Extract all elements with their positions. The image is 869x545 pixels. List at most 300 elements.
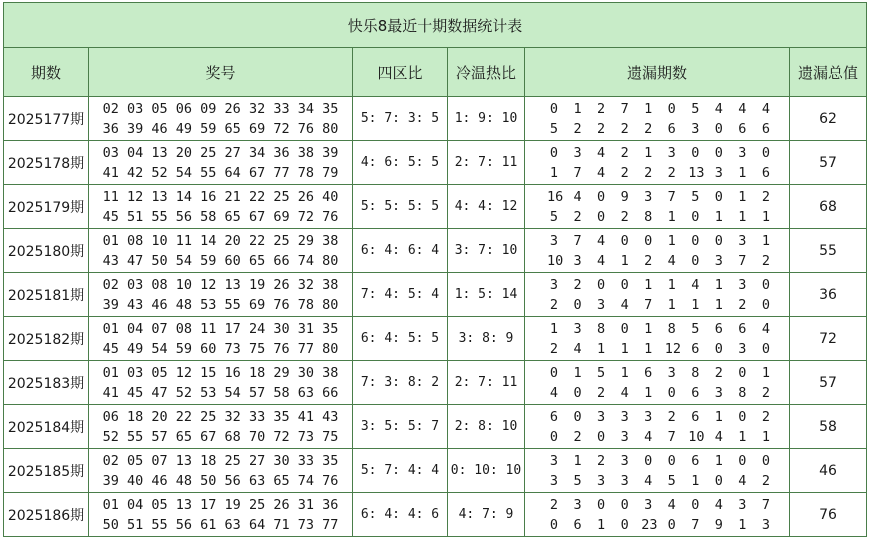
miss-value: 0	[714, 472, 723, 489]
miss-value: 1	[597, 340, 606, 357]
miss-value: 6	[691, 384, 700, 401]
miss-value: 2	[597, 100, 606, 117]
miss-line-2	[525, 207, 789, 227]
miss-value: 0	[738, 452, 747, 469]
miss-periods-cell	[525, 97, 790, 141]
miss-value: 2	[573, 120, 582, 137]
temp-ratio-cell: 3: 8: 9	[448, 317, 525, 361]
zone-ratio-cell: 5: 7: 4: 4	[353, 449, 448, 493]
miss-value: 6	[738, 120, 747, 137]
miss-value: 0	[667, 452, 676, 469]
miss-value: 3	[667, 364, 676, 381]
miss-value: 9	[714, 516, 723, 533]
miss-value: 0	[644, 452, 653, 469]
miss-value: 6	[644, 364, 653, 381]
miss-value: 5	[549, 120, 559, 137]
numbers-line-2: 39 40 46 48 50 56 63 65 74 76	[102, 472, 339, 489]
miss-value: 1	[691, 472, 700, 489]
numbers-line-1: 02 03 05 06 09 26 32 33 34 35	[102, 100, 339, 117]
zone-ratio-cell: 3: 5: 5: 7	[353, 405, 448, 449]
miss-value: 0	[549, 100, 559, 117]
miss-value: 4	[597, 232, 606, 249]
temp-ratio-cell: 4: 4: 12	[448, 185, 525, 229]
table-row	[4, 273, 867, 317]
miss-value: 0	[714, 120, 723, 137]
miss-value: 1	[667, 276, 676, 293]
miss-value: 3	[620, 452, 629, 469]
temp-ratio-cell: 2: 7: 11	[448, 141, 525, 185]
miss-periods-cell	[525, 185, 790, 229]
numbers-line-2: 50 51 55 56 61 63 64 71 73 77	[102, 516, 339, 533]
miss-value: 4	[644, 428, 653, 445]
miss-value: 4	[761, 100, 770, 117]
miss-value: 4	[714, 496, 723, 513]
miss-value: 2	[549, 496, 559, 513]
miss-value: 3	[714, 252, 723, 269]
miss-value: 0	[597, 188, 606, 205]
miss-value: 0	[667, 100, 676, 117]
miss-value: 3	[644, 408, 653, 425]
numbers-cell	[89, 273, 353, 317]
numbers-cell	[89, 229, 353, 273]
miss-value: 0	[761, 276, 770, 293]
table-row	[4, 97, 867, 141]
miss-value: 8	[691, 364, 700, 381]
miss-value: 2	[738, 296, 747, 313]
miss-value: 4	[597, 252, 606, 269]
miss-periods-cell	[525, 361, 790, 405]
miss-value: 4	[761, 320, 770, 337]
miss-value: 1	[738, 164, 747, 181]
miss-value: 0	[549, 428, 559, 445]
miss-value: 3	[620, 428, 629, 445]
lottery-stats-table	[3, 2, 867, 537]
miss-value: 1	[714, 208, 723, 225]
miss-value: 2	[597, 120, 606, 137]
miss-value: 1	[691, 296, 700, 313]
miss-value: 0	[549, 144, 559, 161]
table-row	[4, 317, 867, 361]
miss-value: 0	[644, 232, 653, 249]
miss-line-2	[525, 163, 789, 183]
miss-value: 3	[573, 144, 582, 161]
miss-value: 6	[761, 120, 770, 137]
miss-value: 3	[620, 408, 629, 425]
miss-value: 0	[667, 384, 676, 401]
miss-value: 4	[714, 428, 723, 445]
table-row	[4, 449, 867, 493]
numbers-line-1: 02 03 08 10 12 13 19 26 32 38	[102, 276, 339, 293]
miss-value: 0	[691, 496, 700, 513]
numbers-cell	[89, 361, 353, 405]
miss-value: 7	[691, 516, 700, 533]
miss-value: 7	[620, 100, 629, 117]
miss-value: 1	[714, 276, 723, 293]
period-cell: 2025185期	[4, 449, 89, 493]
temp-ratio-cell: 2: 7: 11	[448, 361, 525, 405]
miss-value: 7	[667, 188, 676, 205]
miss-value: 4	[620, 384, 629, 401]
miss-value: 1	[738, 516, 747, 533]
miss-value: 3	[597, 408, 606, 425]
miss-value: 0	[691, 232, 700, 249]
temp-ratio-cell: 1: 5: 14	[448, 273, 525, 317]
miss-value: 5	[597, 364, 606, 381]
miss-line-1	[525, 187, 789, 207]
miss-value: 3	[761, 516, 770, 533]
miss-value: 0	[597, 496, 606, 513]
miss-value: 3	[573, 252, 582, 269]
miss-value: 8	[667, 320, 676, 337]
miss-value: 6	[691, 408, 700, 425]
miss-value: 23	[641, 516, 658, 533]
miss-value: 8	[597, 320, 606, 337]
miss-value: 6	[691, 452, 700, 469]
miss-value: 6	[761, 164, 770, 181]
miss-value: 4	[644, 472, 653, 489]
miss-value: 3	[597, 296, 606, 313]
temp-ratio-cell: 3: 7: 10	[448, 229, 525, 273]
miss-value: 3	[573, 496, 582, 513]
period-cell: 2025180期	[4, 229, 89, 273]
miss-value: 2	[761, 472, 770, 489]
table-row	[4, 185, 867, 229]
miss-value: 1	[714, 452, 723, 469]
miss-value: 13	[688, 164, 705, 181]
miss-value: 2	[644, 164, 653, 181]
zone-ratio-cell: 5: 5: 5: 5	[353, 185, 448, 229]
miss-value: 2	[667, 164, 676, 181]
miss-line-2	[525, 251, 789, 271]
numbers-line-1: 11 12 13 14 16 21 22 25 26 40	[102, 188, 339, 205]
miss-value: 1	[738, 428, 747, 445]
period-cell: 2025182期	[4, 317, 89, 361]
miss-value: 3	[549, 276, 559, 293]
table-row	[4, 493, 867, 537]
miss-value: 4	[597, 144, 606, 161]
miss-value: 2	[761, 408, 770, 425]
miss-value: 9	[620, 188, 629, 205]
miss-line-2	[525, 383, 789, 403]
table-title: 快乐8最近十期数据统计表	[4, 3, 867, 48]
miss-value: 1	[714, 408, 723, 425]
miss-value: 1	[573, 100, 582, 117]
miss-value: 6	[573, 516, 582, 533]
miss-value: 0	[691, 252, 700, 269]
miss-value: 1	[667, 232, 676, 249]
miss-value: 2	[573, 208, 582, 225]
miss-value: 3	[714, 384, 723, 401]
miss-value: 1	[644, 340, 653, 357]
miss-value: 4	[691, 276, 700, 293]
numbers-cell	[89, 449, 353, 493]
miss-line-2	[525, 515, 789, 535]
miss-value: 2	[620, 144, 629, 161]
table-row	[4, 361, 867, 405]
miss-line-1	[525, 407, 789, 427]
header-miss-total: 遗漏总值	[790, 48, 867, 97]
miss-line-1	[525, 495, 789, 515]
miss-value: 0	[620, 496, 629, 513]
miss-value: 0	[714, 232, 723, 249]
miss-value: 0	[738, 364, 747, 381]
miss-value: 3	[549, 232, 559, 249]
miss-value: 3	[644, 496, 653, 513]
miss-value: 4	[667, 496, 676, 513]
miss-value: 0	[573, 296, 582, 313]
miss-value: 6	[667, 120, 676, 137]
miss-value: 2	[573, 428, 582, 445]
miss-value: 2	[644, 252, 653, 269]
numbers-line-1: 01 04 05 13 17 19 25 26 31 36	[102, 496, 339, 513]
miss-value: 0	[691, 144, 700, 161]
miss-value: 6	[549, 408, 559, 425]
miss-value: 0	[761, 452, 770, 469]
miss-value: 1	[667, 296, 676, 313]
numbers-line-1: 01 08 10 11 14 20 22 25 29 38	[102, 232, 339, 249]
miss-value: 2	[761, 384, 770, 401]
miss-value: 3	[644, 188, 653, 205]
temp-ratio-cell: 0: 10: 10	[448, 449, 525, 493]
miss-value: 1	[644, 320, 653, 337]
miss-value: 3	[549, 452, 559, 469]
miss-value: 0	[761, 296, 770, 313]
numbers-line-2: 43 47 50 54 59 60 65 66 74 80	[102, 252, 339, 269]
miss-value: 2	[667, 408, 676, 425]
miss-value: 0	[761, 340, 770, 357]
miss-value: 3	[738, 276, 747, 293]
miss-value: 0	[549, 364, 559, 381]
miss-value: 1	[738, 208, 747, 225]
miss-value: 7	[667, 428, 676, 445]
miss-value: 6	[691, 340, 700, 357]
zone-ratio-cell: 5: 7: 3: 5	[353, 97, 448, 141]
miss-value: 5	[691, 188, 700, 205]
miss-value: 2	[573, 276, 582, 293]
miss-value: 1	[644, 100, 653, 117]
miss-line-2	[525, 119, 789, 139]
zone-ratio-cell: 7: 4: 5: 4	[353, 273, 448, 317]
miss-value: 1	[620, 364, 629, 381]
miss-value: 3	[620, 472, 629, 489]
miss-periods-cell	[525, 229, 790, 273]
numbers-line-1: 01 04 07 08 11 17 24 30 31 35	[102, 320, 339, 337]
miss-value: 5	[549, 208, 559, 225]
miss-value: 7	[761, 496, 770, 513]
miss-line-1	[525, 319, 789, 339]
numbers-line-1: 02 05 07 13 18 25 27 30 33 35	[102, 452, 339, 469]
miss-value: 0	[549, 516, 559, 533]
period-cell: 2025186期	[4, 493, 89, 537]
miss-value: 0	[573, 408, 582, 425]
miss-value: 1	[714, 296, 723, 313]
numbers-line-2: 41 42 52 54 55 64 67 77 78 79	[102, 164, 339, 181]
miss-value: 3	[549, 472, 559, 489]
miss-value: 7	[644, 296, 653, 313]
miss-value: 1	[761, 428, 770, 445]
miss-periods-cell	[525, 449, 790, 493]
miss-value: 0	[738, 408, 747, 425]
miss-line-2	[525, 295, 789, 315]
miss-total-cell: 68	[790, 185, 867, 229]
miss-value: 3	[738, 232, 747, 249]
miss-total-cell: 46	[790, 449, 867, 493]
miss-value: 2	[644, 120, 653, 137]
miss-value: 7	[738, 252, 747, 269]
miss-value: 1	[573, 452, 582, 469]
miss-value: 0	[620, 516, 629, 533]
zone-ratio-cell: 6: 4: 6: 4	[353, 229, 448, 273]
miss-total-cell: 55	[790, 229, 867, 273]
miss-value: 4	[573, 340, 582, 357]
zone-ratio-cell: 7: 3: 8: 2	[353, 361, 448, 405]
period-cell: 2025177期	[4, 97, 89, 141]
miss-value: 0	[597, 428, 606, 445]
miss-value: 1	[644, 144, 653, 161]
miss-value: 0	[620, 320, 629, 337]
miss-value: 12	[664, 340, 681, 357]
table-row	[4, 141, 867, 185]
miss-value: 6	[714, 320, 723, 337]
miss-value: 1	[620, 340, 629, 357]
miss-value: 3	[738, 496, 747, 513]
miss-value: 4	[620, 296, 629, 313]
numbers-cell	[89, 97, 353, 141]
table-row	[4, 405, 867, 449]
miss-periods-cell	[525, 493, 790, 537]
miss-line-1	[525, 231, 789, 251]
temp-ratio-cell: 2: 8: 10	[448, 405, 525, 449]
numbers-line-2: 52 55 57 65 67 68 70 72 73 75	[102, 428, 339, 445]
miss-total-cell: 58	[790, 405, 867, 449]
miss-value: 2	[620, 120, 629, 137]
miss-total-cell: 57	[790, 361, 867, 405]
miss-total-cell: 72	[790, 317, 867, 361]
miss-line-2	[525, 339, 789, 359]
miss-line-1	[525, 451, 789, 471]
miss-value: 1	[761, 364, 770, 381]
miss-value: 2	[761, 252, 770, 269]
miss-total-cell: 76	[790, 493, 867, 537]
miss-total-cell: 36	[790, 273, 867, 317]
miss-value: 5	[573, 472, 582, 489]
miss-value: 7	[573, 164, 582, 181]
miss-value: 7	[573, 232, 582, 249]
period-cell: 2025183期	[4, 361, 89, 405]
miss-value: 10	[547, 252, 564, 269]
numbers-cell	[89, 493, 353, 537]
miss-periods-cell	[525, 405, 790, 449]
table-body	[4, 97, 867, 537]
miss-line-1	[525, 143, 789, 163]
miss-value: 8	[738, 384, 747, 401]
miss-value: 1	[573, 364, 582, 381]
miss-value: 1	[761, 208, 770, 225]
miss-value: 5	[667, 472, 676, 489]
miss-value: 3	[714, 164, 723, 181]
miss-periods-cell	[525, 317, 790, 361]
miss-value: 2	[597, 384, 606, 401]
miss-value: 1	[549, 164, 559, 181]
temp-ratio-cell: 4: 7: 9	[448, 493, 525, 537]
miss-value: 0	[714, 144, 723, 161]
miss-value: 1	[644, 384, 653, 401]
miss-value: 3	[667, 144, 676, 161]
miss-value: 4	[667, 252, 676, 269]
miss-value: 0	[573, 384, 582, 401]
miss-value: 4	[549, 384, 559, 401]
miss-value: 2	[761, 188, 770, 205]
miss-value: 0	[691, 208, 700, 225]
numbers-line-2: 36 39 46 49 59 65 69 72 76 80	[102, 120, 339, 137]
header-miss-periods: 遗漏期数	[525, 48, 790, 97]
miss-value: 0	[597, 276, 606, 293]
miss-value: 0	[667, 516, 676, 533]
numbers-line-2: 39 43 46 48 53 55 69 76 78 80	[102, 296, 339, 313]
miss-periods-cell	[525, 141, 790, 185]
miss-value: 2	[549, 340, 559, 357]
miss-line-1	[525, 99, 789, 119]
miss-value: 4	[738, 100, 747, 117]
miss-value: 3	[738, 144, 747, 161]
header-temp-ratio: 冷温热比	[448, 48, 525, 97]
miss-value: 1	[620, 252, 629, 269]
miss-line-1	[525, 363, 789, 383]
miss-value: 3	[573, 320, 582, 337]
header-numbers: 奖号	[89, 48, 353, 97]
miss-value: 2	[714, 364, 723, 381]
miss-value: 2	[620, 164, 629, 181]
header-period: 期数	[4, 48, 89, 97]
temp-ratio-cell: 1: 9: 10	[448, 97, 525, 141]
miss-value: 3	[691, 120, 700, 137]
miss-value: 0	[714, 188, 723, 205]
numbers-cell	[89, 405, 353, 449]
miss-line-1	[525, 275, 789, 295]
miss-value: 6	[738, 320, 747, 337]
miss-value: 4	[597, 164, 606, 181]
numbers-line-1: 03 04 13 20 25 27 34 36 38 39	[102, 144, 339, 161]
header-zone-ratio: 四区比	[353, 48, 448, 97]
miss-value: 4	[573, 188, 582, 205]
period-cell: 2025179期	[4, 185, 89, 229]
miss-value: 1	[738, 188, 747, 205]
numbers-cell	[89, 317, 353, 361]
miss-value: 1	[761, 232, 770, 249]
zone-ratio-cell: 4: 6: 5: 5	[353, 141, 448, 185]
numbers-line-1: 06 18 20 22 25 32 33 35 41 43	[102, 408, 339, 425]
miss-value: 2	[620, 208, 629, 225]
miss-value: 4	[738, 472, 747, 489]
miss-value: 2	[597, 452, 606, 469]
miss-value: 10	[688, 428, 705, 445]
miss-value: 2	[549, 296, 559, 313]
numbers-cell	[89, 141, 353, 185]
zone-ratio-cell: 6: 4: 5: 5	[353, 317, 448, 361]
zone-ratio-cell: 6: 4: 4: 6	[353, 493, 448, 537]
period-cell: 2025178期	[4, 141, 89, 185]
miss-line-2	[525, 427, 789, 447]
numbers-cell	[89, 185, 353, 229]
period-cell: 2025184期	[4, 405, 89, 449]
miss-value: 16	[547, 188, 564, 205]
miss-value: 4	[714, 100, 723, 117]
miss-value: 0	[714, 340, 723, 357]
miss-value: 0	[761, 144, 770, 161]
numbers-line-2: 45 49 54 59 60 73 75 76 77 80	[102, 340, 339, 357]
miss-total-cell: 62	[790, 97, 867, 141]
miss-value: 5	[691, 320, 700, 337]
